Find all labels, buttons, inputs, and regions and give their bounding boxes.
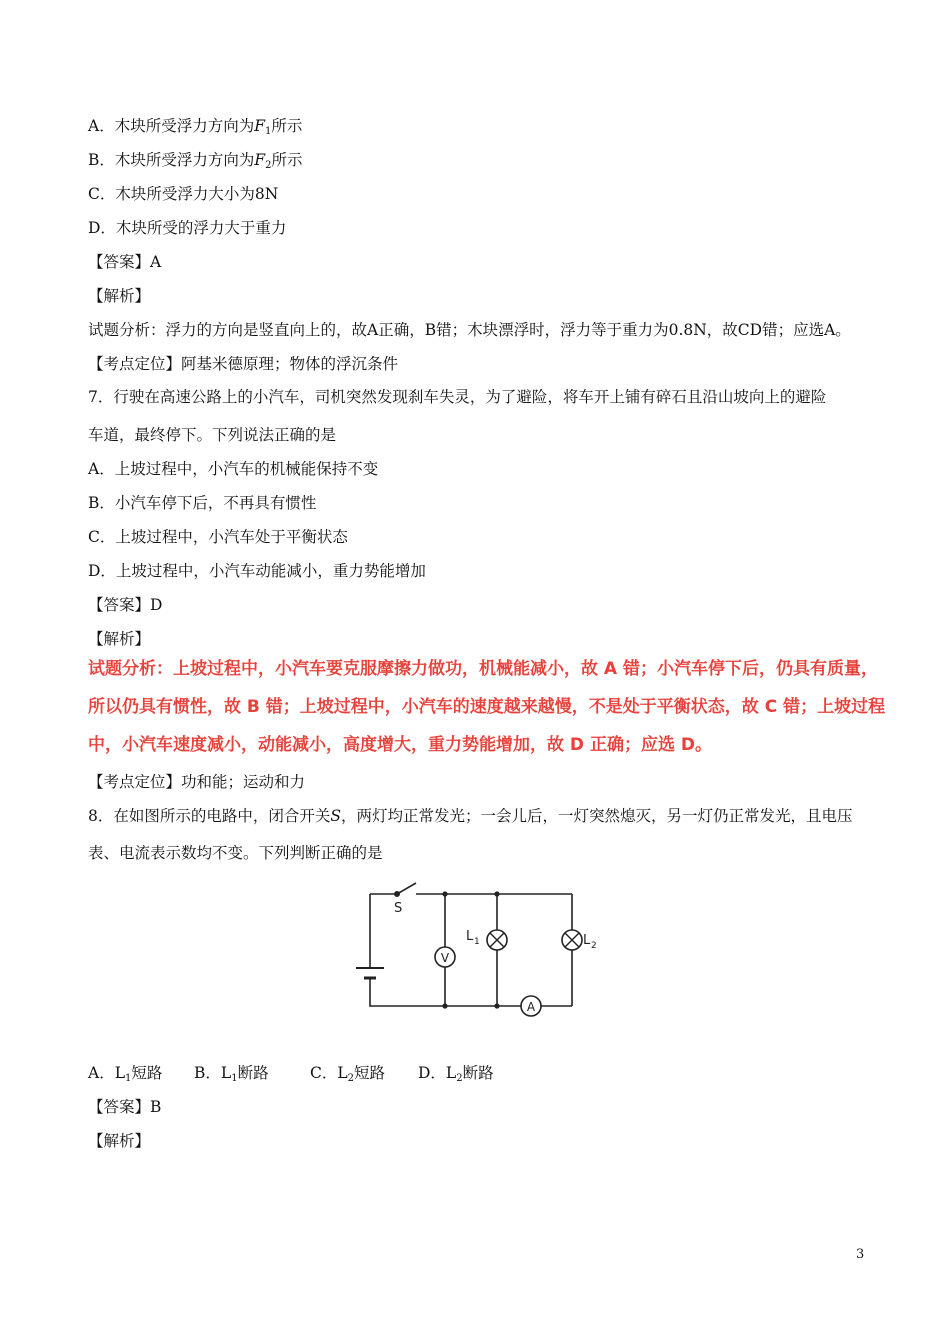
q7-option-c: C．上坡过程中，小汽车处于平衡状态 <box>88 528 348 546</box>
q8-stem-line1: 8．在如图所示的电路中，闭合开关S，两灯均正常发光；一会儿后，一灯突然熄灭，另一灯仍正常发光，且电压 <box>88 807 853 825</box>
q8-answer: 【答案】B <box>88 1098 162 1116</box>
junction-dot <box>494 891 499 896</box>
q6-kaodian: 【考点定位】阿基米德原理；物体的浮沉条件 <box>88 355 399 373</box>
q7-analysis-line1: 试题分析：上坡过程中，小汽车要克服摩擦力做功，机械能减小，故 A 错；小汽车停下后，仍具有质量， <box>88 659 878 679</box>
voltmeter <box>435 947 455 967</box>
junction-dot <box>442 891 447 896</box>
q7-analysis-heading: 【解析】 <box>88 630 151 648</box>
q7-analysis-line2: 所以仍具有惯性，故 B 错；上坡过程中，小汽车的速度越来越慢，不是处于平衡状态，故 C 错；上坡过程 <box>88 697 886 717</box>
q6-option-a: A．木块所受浮力方向为$F_1$所示 <box>88 117 303 137</box>
q7-stem-line2: 车道，最终停下。下列说法正确的是 <box>88 426 337 444</box>
q8-option-a: A．$L_1$短路 <box>88 1064 163 1084</box>
lamp-l1 <box>487 930 507 950</box>
q7-option-a: A．上坡过程中，小汽车的机械能保持不变 <box>88 460 379 478</box>
switch-blade <box>397 883 416 894</box>
q8-option-b: B．$L_1$断路 <box>194 1064 269 1084</box>
q8-stem-line2: 表、电流表示数均不变。下列判断正确的是 <box>88 844 383 862</box>
q8-option-c: C．$L_2$短路 <box>310 1064 386 1084</box>
wire-left-bottom <box>370 978 445 1006</box>
lamp-l1-label: L <box>466 929 474 944</box>
lamp-l2 <box>562 930 582 950</box>
lamp-l2-subscript: 2 <box>591 941 597 951</box>
ammeter-label: A <box>526 1000 536 1014</box>
q7-analysis-line3: 中，小汽车速度减小，动能减小，高度增大，重力势能增加，故 D 正确；应选 D。 <box>88 735 712 755</box>
q6-analysis-heading: 【解析】 <box>88 287 151 305</box>
junction-dot <box>442 1003 447 1008</box>
voltmeter-label: V <box>440 951 450 965</box>
q7-option-d: D．上坡过程中，小汽车动能减小，重力势能增加 <box>88 562 426 580</box>
q7-kaodian: 【考点定位】功和能；运动和力 <box>88 773 306 791</box>
q7-answer: 【答案】D <box>88 596 163 614</box>
q6-analysis: 试题分析：浮力的方向是竖直向上的，故A正确，B错；木块漂浮时，浮力等于重力为0.8N，故CD错；应选A。 <box>88 321 851 339</box>
q6-option-b: B．木块所受浮力方向为$F_2$所示 <box>88 151 303 171</box>
q8-option-d: D．$L_2$断路 <box>418 1064 494 1084</box>
lamp-l2-label: L <box>583 933 591 948</box>
q7-option-b: B．小汽车停下后，不再具有惯性 <box>88 494 317 512</box>
lamp-l1-subscript: 1 <box>474 937 480 947</box>
circuit-diagram <box>340 876 610 1026</box>
ammeter <box>521 996 541 1016</box>
junction-dot <box>494 1003 499 1008</box>
page-number: 3 <box>856 1247 865 1262</box>
q8-analysis-heading: 【解析】 <box>88 1132 151 1150</box>
q6-option-d: D．木块所受的浮力大于重力 <box>88 219 287 237</box>
q7-stem-line1: 7．行驶在高速公路上的小汽车，司机突然发现刹车失灵，为了避险，将车开上铺有碎石且沿山坡向上的避险 <box>88 388 827 406</box>
switch-label: S <box>394 901 403 916</box>
q6-answer: 【答案】A <box>88 253 162 271</box>
q6-option-c: C．木块所受浮力大小为8N <box>88 185 279 203</box>
q8-options <box>88 1063 494 1089</box>
